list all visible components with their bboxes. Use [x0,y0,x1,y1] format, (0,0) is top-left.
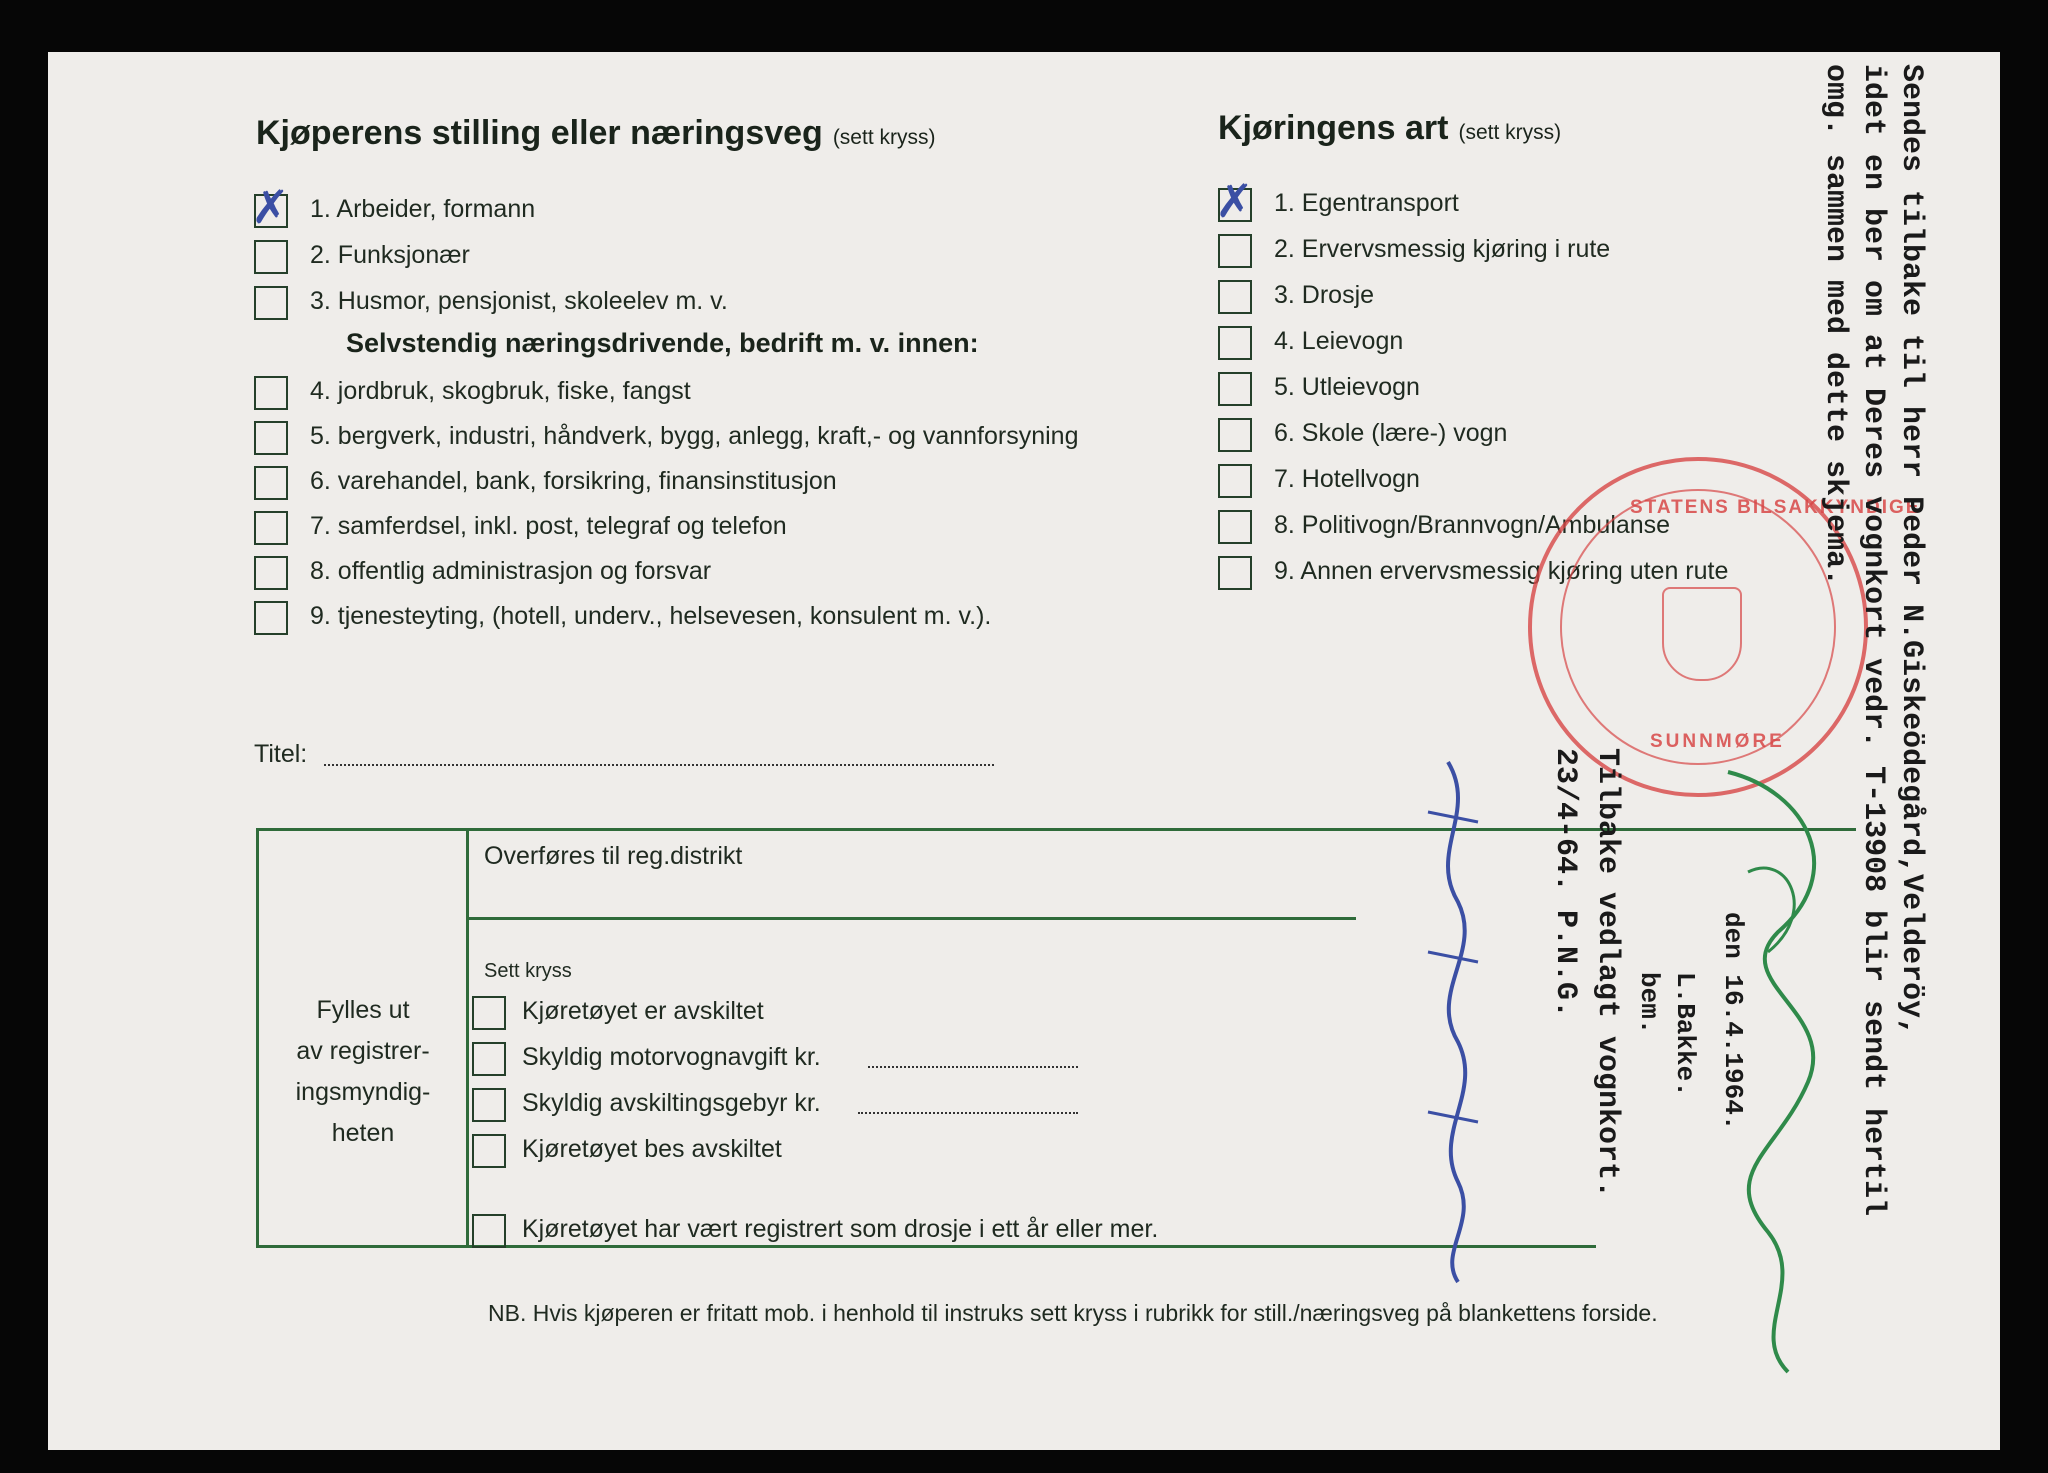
buyer-option-1: 1. Arbeider, formann [310,195,536,223]
title-input-line[interactable] [324,764,994,766]
driving-option-3: 3. Drosje [1274,281,1375,309]
buyer-checkbox-7[interactable] [254,511,288,545]
typed-signer: L.Bakke. [1670,972,1700,1097]
driving-option-1: 1. Egentransport [1274,189,1459,217]
registry-side-label [268,990,458,1154]
buyer-checkbox-2[interactable] [254,240,288,274]
driving-checkbox-4[interactable] [1218,326,1252,360]
driving-option-7: 7. Hotellvogn [1274,465,1420,493]
driving-option-2: 2. Ervervsmessig kjøring i rute [1274,235,1611,263]
transfer-underline [466,917,1356,920]
buyer-option-9: 9. tjenesteyting, (hotell, underv., helsevesen, konsulent m. v.). [310,602,992,630]
typed-line-1: Sendes tilbake til herr Peder N.Giskeödegård,Velderöy, [1894,64,1928,1037]
side-label-line-4: heten [331,1119,395,1147]
driving-heading: Kjøringens art (sett kryss) [1218,109,1562,147]
buyer-option-3: 3. Husmor, pensjonist, skoleelev m. v. [310,287,728,315]
buyer-checkbox-5[interactable] [254,421,288,455]
registry-option-2: Skyldig motorvognavgift kr. [522,1043,821,1071]
driving-option-8: 8. Politivogn/Brannvogn/Ambulanse [1274,511,1671,539]
driving-checkbox-5[interactable] [1218,372,1252,406]
registry-divider [466,828,469,1248]
driving-option-6: 6. Skole (lære-) vogn [1274,419,1508,447]
side-label-line-3: ingsmyndig- [295,1078,431,1106]
driving-checkbox-8[interactable] [1218,510,1252,544]
fee-amount-line[interactable] [858,1112,1078,1114]
typed-line-3: omg. sammen med dette skjema. [1818,64,1852,587]
typed-line-2: idet en ber om at Deres vognkort vedr. T-13908 blir sendt hertil [1856,64,1890,1217]
buyer-option-5: 5. bergverk, industri, håndverk, bygg, anlegg, kraft,- og vannforsyning [310,422,1079,450]
registry-left-rule [256,828,259,1248]
buyer-option-8: 8. offentlig administrasjon og forsvar [310,557,712,585]
registry-option-1: Kjøretøyet er avskiltet [522,997,764,1025]
registry-checkbox-1[interactable] [472,996,506,1030]
buyer-option-2: 2. Funksjonær [310,241,470,269]
registry-option-4: Kjøretøyet bes avskiltet [522,1135,782,1163]
buyer-heading: Kjøperens stilling eller næringsveg (sett kryss) [256,114,936,152]
buyer-checkbox-6[interactable] [254,466,288,500]
driving-checkbox-9[interactable] [1218,556,1252,590]
nb-note: NB. Hvis kjøperen er fritatt mob. i henhold til instruks sett kryss i rubrikk for still./næringsveg på blankettens forside. [488,1300,1658,1326]
buyer-checkbox-9[interactable] [254,601,288,635]
cross-hint: Sett kryss [484,960,572,982]
self-employed-subheading: Selvstendig næringsdrivende, bedrift m. v. innen: [346,328,979,358]
registry-checkbox-3[interactable] [472,1088,506,1122]
cross-mark-icon: ✗ [1215,174,1254,228]
title-label: Titel: [254,740,308,768]
driving-checkbox-2[interactable] [1218,234,1252,268]
driving-option-9: 9. Annen ervervsmessig kjøring uten rute [1274,557,1729,585]
typed-return-date: 23/4-64. P.N.G. [1548,748,1582,1019]
typed-date: den 16.4.1964. [1718,912,1748,1131]
registry-checkbox-2[interactable] [472,1042,506,1076]
tax-amount-line[interactable] [868,1066,1078,1068]
driving-option-4: 4. Leievogn [1274,327,1404,355]
buyer-option-4: 4. jordbruk, skogbruk, fiske, fangst [310,377,691,405]
side-label-line-2: av registrer- [296,1037,430,1065]
form-paper [48,52,2000,1450]
registry-option-5: Kjøretøyet har vært registrert som drosje i ett år eller mer. [522,1215,1159,1243]
registry-bottom-rule [256,1245,1596,1248]
stamp-text-top: STATENS BILSAKKYNDIGE [1630,497,1921,518]
registry-checkbox-4[interactable] [472,1134,506,1168]
driving-hint: (sett kryss) [1458,121,1562,144]
driving-checkbox-6[interactable] [1218,418,1252,452]
driving-option-5: 5. Utleievogn [1274,373,1420,401]
buyer-checkbox-8[interactable] [254,556,288,590]
driving-checkbox-3[interactable] [1218,280,1252,314]
official-stamp [1528,457,1921,797]
green-signature-icon [1688,752,1868,1392]
typed-return-line: Tilbake vedlagt vognkort. [1590,748,1624,1199]
buyer-hint: (sett kryss) [832,126,936,149]
buyer-checkbox-4[interactable] [254,376,288,410]
driving-checkbox-7[interactable] [1218,464,1252,498]
registry-option-3: Skyldig avskiltingsgebyr kr. [522,1089,821,1117]
typed-signer-role: bem. [1634,972,1664,1035]
buyer-checkbox-3[interactable] [254,286,288,320]
side-label-line-1: Fylles ut [316,996,410,1024]
coat-of-arms-icon [1662,587,1742,681]
buyer-option-7: 7. samferdsel, inkl. post, telegraf og telefon [310,512,787,540]
transfer-label: Overføres til reg.distrikt [484,842,743,870]
registry-checkbox-5[interactable] [472,1214,506,1248]
buyer-option-6: 6. varehandel, bank, forsikring, finansinstitusjon [310,467,837,495]
cross-mark-icon: ✗ [251,180,290,234]
stamp-text-bottom: SUNNMØRE [1650,731,1785,752]
blue-signature-icon [1398,752,1508,1292]
